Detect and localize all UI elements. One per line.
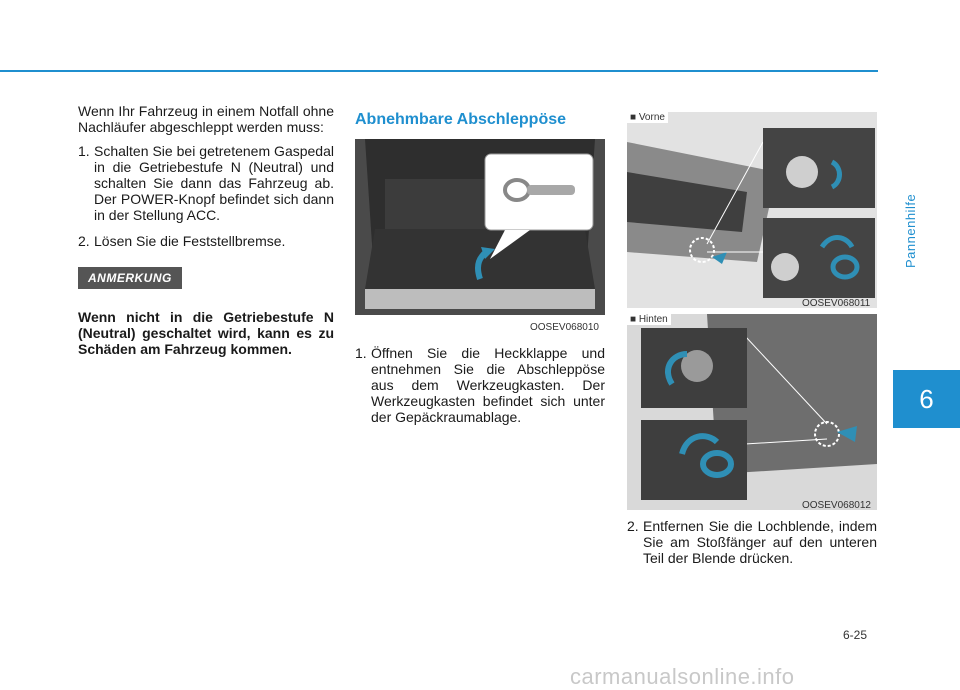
step-number: 2.	[78, 233, 90, 249]
side-tab-label: Pannenhilfe	[903, 193, 918, 268]
step-text: Schalten Sie bei getretenem Gaspedal in die Getriebestufe N (Neutral) und schalten Sie dann das Fahrzeug ab. Der POWER-Knopf befindet sich dann in der Stellung ACC.	[94, 143, 334, 223]
list-item	[78, 233, 334, 249]
list-item	[627, 518, 877, 566]
step-text: Entfernen Sie die Lochblende, indem Sie am Stoßfänger auf den unteren Teil der Blende drücken.	[643, 518, 877, 566]
step-text: Öffnen Sie die Heckklappe und entnehmen Sie die Abschleppöse aus dem Werkzeugkasten. Der Werkzeugkasten befindet sich unter der Gepäckraumablage.	[371, 345, 605, 425]
step-number: 1.	[78, 143, 90, 159]
header-rule	[0, 70, 878, 72]
note-badge: ANMERKUNG	[78, 267, 182, 289]
intro-text: Wenn Ihr Fahrzeug in einem Notfall ohne Nachläufer abgeschleppt werden muss:	[78, 103, 334, 135]
watermark: carmanualsonline.info	[570, 664, 795, 689]
chapter-number: 6	[893, 370, 960, 428]
image-code: OOSEV068010	[530, 322, 599, 333]
front-car-image	[627, 112, 877, 308]
rear-bumper-illustration	[627, 314, 877, 510]
right-steps	[627, 518, 877, 566]
page-number: 6-25	[843, 628, 868, 642]
rear-car-image	[627, 314, 877, 510]
trunk-image	[355, 139, 605, 315]
step-number: 1.	[355, 345, 367, 361]
image-label: ■ Vorne	[627, 112, 668, 123]
step-text: Lösen Sie die Feststellbremse.	[94, 233, 286, 249]
list-item	[78, 143, 334, 223]
left-column	[78, 103, 334, 357]
section-heading: Abnehmbare Abschleppöse	[355, 111, 567, 128]
image-label: ■ Hinten	[627, 314, 671, 325]
list-item	[355, 345, 605, 425]
front-bumper-illustration	[627, 112, 877, 308]
trunk-illustration	[355, 139, 605, 315]
middle-steps	[355, 345, 605, 425]
image-code: OOSEV068011	[802, 298, 871, 309]
note-text: Wenn nicht in die Getriebestufe N (Neutral) geschaltet wird, kann es zu Schäden am Fahrzeug kommen.	[78, 309, 334, 357]
step-number: 2.	[627, 518, 639, 534]
image-code: OOSEV068012	[802, 500, 871, 511]
note-block	[78, 267, 334, 289]
